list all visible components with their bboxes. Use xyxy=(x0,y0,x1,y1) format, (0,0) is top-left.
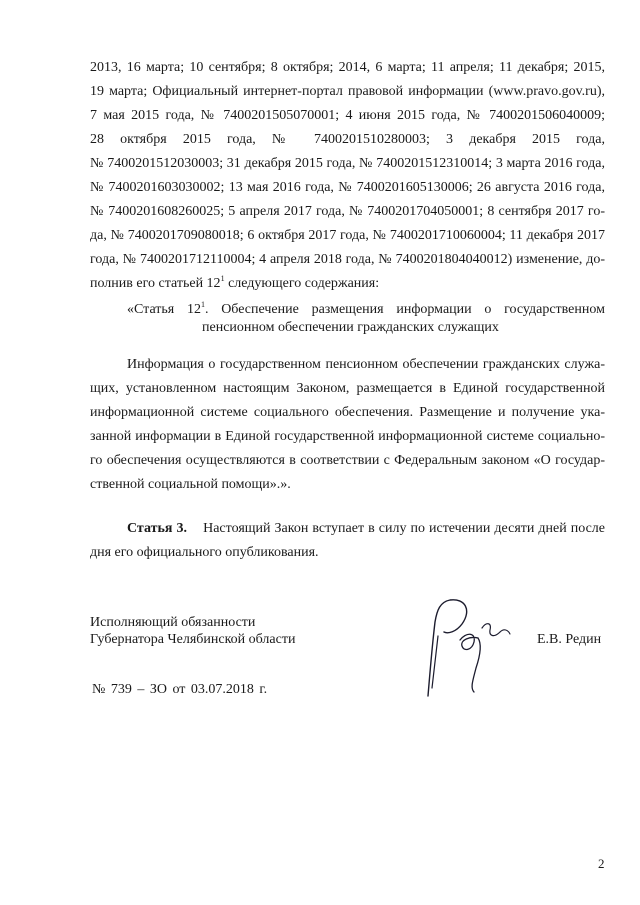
superscript: 1 xyxy=(220,274,225,283)
text-line: 7 мая 2015 года, № 7400201505070001; 4 июня 2015 года, № 7400201506040009; xyxy=(90,108,605,123)
text-line: № 7400201608260025; 5 апреля 2017 года, № 7400201704050001; 8 сентября 2017 го- xyxy=(90,204,605,219)
text-line: информационной системе социального обеспечения. Размещение и получение ука- xyxy=(90,405,605,420)
text-fragment: полнив его статьей 12 xyxy=(90,276,221,291)
article-3-label: Статья 3. xyxy=(127,521,187,536)
text-fragment: следующего содержания: xyxy=(224,276,380,291)
article-3-line1 xyxy=(127,521,605,537)
top-paragraph xyxy=(90,60,605,310)
text-line: № 7400201512030003; 31 декабря 2015 года, № 7400201512310014; 3 марта 2016 года, xyxy=(90,156,605,171)
signatory-title-line2: Губернатора Челябинской области xyxy=(90,632,296,647)
text-line: 2013, 16 марта; 10 сентября; 8 октября; 2014, 6 марта; 11 апреля; 11 декабря; 2015, xyxy=(90,60,605,75)
page-number: 2 xyxy=(598,856,605,871)
text-line: года, № 7400201712110004; 4 апреля 2018 года, № 7400201804040012) изменение, до- xyxy=(90,252,605,267)
superscript: 1 xyxy=(200,300,205,309)
article-heading xyxy=(127,302,605,342)
text-line: 28 октября 2015 года, № 7400201510280003; 3 декабря 2015 года, xyxy=(90,132,605,147)
law-number: № 739 – ЗО от 03.07.2018 г. xyxy=(92,682,268,697)
text-line: занной информации в Единой государственной информационной системе социально- xyxy=(90,429,605,444)
text-line: № 7400201603030002; 13 мая 2016 года, № 7400201605130006; 26 августа 2016 года, xyxy=(90,180,605,195)
info-paragraph xyxy=(90,357,605,497)
text-line: Информация о государственном пенсионном обеспечении гражданских служа- xyxy=(127,357,605,372)
heading-prefix: «Статья 12 xyxy=(127,302,201,317)
signatory-title-line1: Исполняющий обязанности xyxy=(90,615,256,630)
heading-rest: . Обеспечение размещения информации о государственном xyxy=(204,302,605,317)
text-line: го обеспечения осуществляются в соответствии с Федеральным законом «О государ- xyxy=(90,453,605,468)
text-line-last xyxy=(90,276,379,292)
text-line: щих, установленном настоящим Законом, размещается в Единой государственной xyxy=(90,381,605,396)
article-3-line2: дня его официального опубликования. xyxy=(90,545,319,560)
article-heading-line1 xyxy=(127,302,605,318)
article-heading-line2: пенсионном обеспечении гражданских служащих xyxy=(202,320,499,335)
signatory-name: Е.В. Редин xyxy=(537,632,602,647)
handwritten-signature xyxy=(410,592,520,702)
text-line: 19 марта; Официальный интернет-портал правовой информации (www.pravo.gov.ru), xyxy=(90,84,605,99)
article-3 xyxy=(90,521,605,565)
text-line: ственной социальной помощи».». xyxy=(90,477,291,492)
spacer xyxy=(187,521,203,536)
text-line: да, № 7400201709080018; 6 октября 2017 года, № 7400201710060004; 11 декабря 2017 xyxy=(90,228,605,243)
article-3-text: Настоящий Закон вступает в силу по истечении десяти дней после xyxy=(203,521,606,536)
